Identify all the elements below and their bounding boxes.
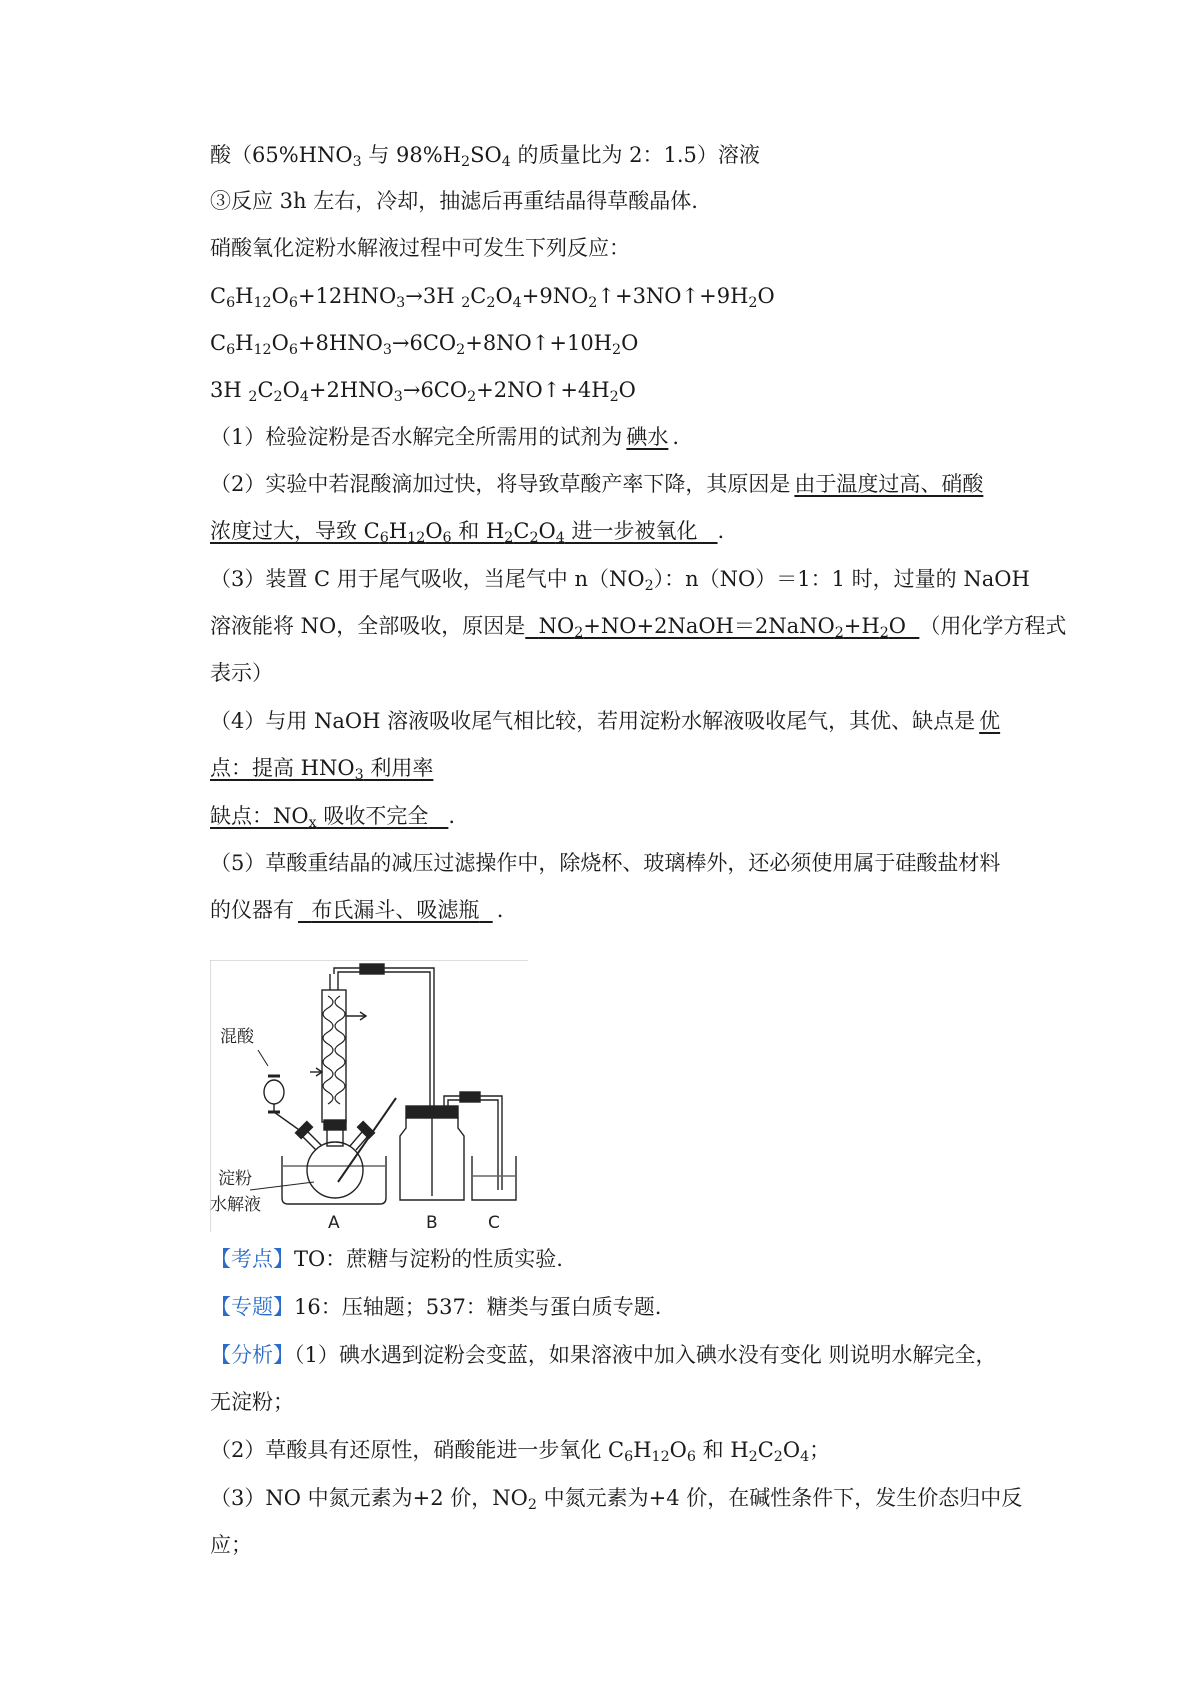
analysis-3-line-1: （3）NO 中氮元素为+2 价，$NO_2$ 中氮元素为+4 价，在碱性条件下，发生价态归中反: [210, 1486, 1023, 1513]
fenxi-line-1: 【分析】（1）碘水遇到淀粉会变蓝，如果溶液中加入碘水没有变化 则说明水解完全，: [210, 1343, 997, 1367]
question-2-line-2: 浓度过大，导致 $C_6H_{12}O_6$ 和 $H_2C_2O_4$ 进一步被氧化 .: [210, 519, 725, 546]
question-1: （1）检验淀粉是否水解完全所需用的试剂为 碘水 .: [210, 425, 680, 449]
answer-blank-3: $NO_2+NO+2NaOH=2NaNO_2+H_2O$: [538, 614, 907, 641]
analysis-3-line-2: 应；: [210, 1533, 252, 1557]
answer-blank-5: 布氏漏斗、吸滤瓶: [311, 898, 480, 922]
answer-blank-1: 碘水: [626, 425, 669, 449]
label-apparatus-b: B: [426, 1213, 438, 1232]
question-4-line-2: [210, 753, 1020, 783]
question-4-line-3: 缺点：$NO_x$ 吸收不完全 .: [210, 804, 456, 831]
fenxi-line-2: 无淀粉；: [210, 1390, 294, 1414]
question-5-line-1: （5）草酸重结晶的减压过滤操作中，除烧杯、玻璃棒外，还必须使用属于硅酸盐材料: [210, 851, 1001, 875]
question-5-line-2: 的仪器有 布氏漏斗、吸滤瓶 .: [210, 898, 504, 922]
text-line-step3: ③反应 3h 左右，冷却，抽滤后再重结晶得草酸晶体.: [210, 189, 698, 213]
label-starch: 淀粉: [218, 1169, 252, 1189]
answer-blank-4a: 优: [979, 709, 1001, 733]
answer-blank-4b: 点：提高 $HNO_3$ 利用率: [210, 756, 434, 783]
equation-3: 3H $_2C_2O_4+2HNO_3\to 6CO_2+2NO↑+4H_2O$: [210, 378, 636, 405]
text-line-mixed-acid: 酸（$65\%HNO_3$ 与 $98\%H_2SO_4$ 的质量比为 2：1.5）溶液: [210, 143, 760, 170]
label-apparatus-c: C: [488, 1213, 500, 1232]
question-3-line-2: 溶液能将 NO，全部吸收，原因是 $NO_2+NO+2NaOH=2NaNO_2+H_2O$ （用化学方程式: [210, 614, 1067, 641]
fenxi-tag: 【分析】: [210, 1343, 294, 1367]
equation-1: $C_6H_{12}O_6+12HNO_3\to 3H$ $_2C_2O_4+9NO_2↑+3NO↑+9H_2O$: [210, 284, 775, 311]
label-mixed-acid: 混酸: [220, 1027, 254, 1047]
question-3-line-1: （3）装置 C 用于尾气吸收，当尾气中 $n(NO_2)$：n（NO）＝1：1 时，过量的 NaOH: [210, 567, 1030, 594]
equation-2: $C_6H_{12}O_6+8HNO_3\to 6CO_2+8NO↑+10H_2O$: [210, 331, 639, 358]
label-apparatus-a: A: [328, 1213, 340, 1232]
kaodian-tag: 【考点】: [210, 1247, 294, 1271]
label-hydrolysate: 水解液: [210, 1195, 261, 1215]
zhuanti-tag: 【专题】: [210, 1295, 294, 1319]
question-4-line-1: （4）与用 NaOH 溶液吸收尾气相比较，若用淀粉水解液吸收尾气，其优、缺点是 优: [210, 706, 1020, 736]
kaodian-line: 【考点】TO：蔗糖与淀粉的性质实验.: [210, 1247, 563, 1271]
analysis-2: （2）草酸具有还原性，硝酸能进一步氧化 $C_6H_{12}O_6$ 和 $H_2C_2O_4$；: [210, 1438, 831, 1465]
apparatus-figure: [210, 960, 528, 1232]
answer-blank-4c: 缺点：$NO_x$ 吸收不完全: [210, 804, 429, 831]
answer-blank-2b: 浓度过大，导致 $C_6H_{12}O_6$ 和 $H_2C_2O_4$ 进一步被氧化: [210, 519, 698, 546]
question-3-line-3: 表示）: [210, 661, 273, 685]
answer-blank-2a: 由于温度过高、硝酸: [794, 472, 984, 496]
apparatus-diagram: [210, 960, 528, 1232]
zhuanti-line: 【专题】16：压轴题；537：糖类与蛋白质专题.: [210, 1295, 662, 1319]
question-2-line-1: （2）实验中若混酸滴加过快，将导致草酸产率下降，其原因是 由于温度过高、硝酸: [210, 469, 1020, 499]
text-line-reactions-intro: 硝酸氧化淀粉水解液过程中可发生下列反应：: [210, 236, 630, 260]
